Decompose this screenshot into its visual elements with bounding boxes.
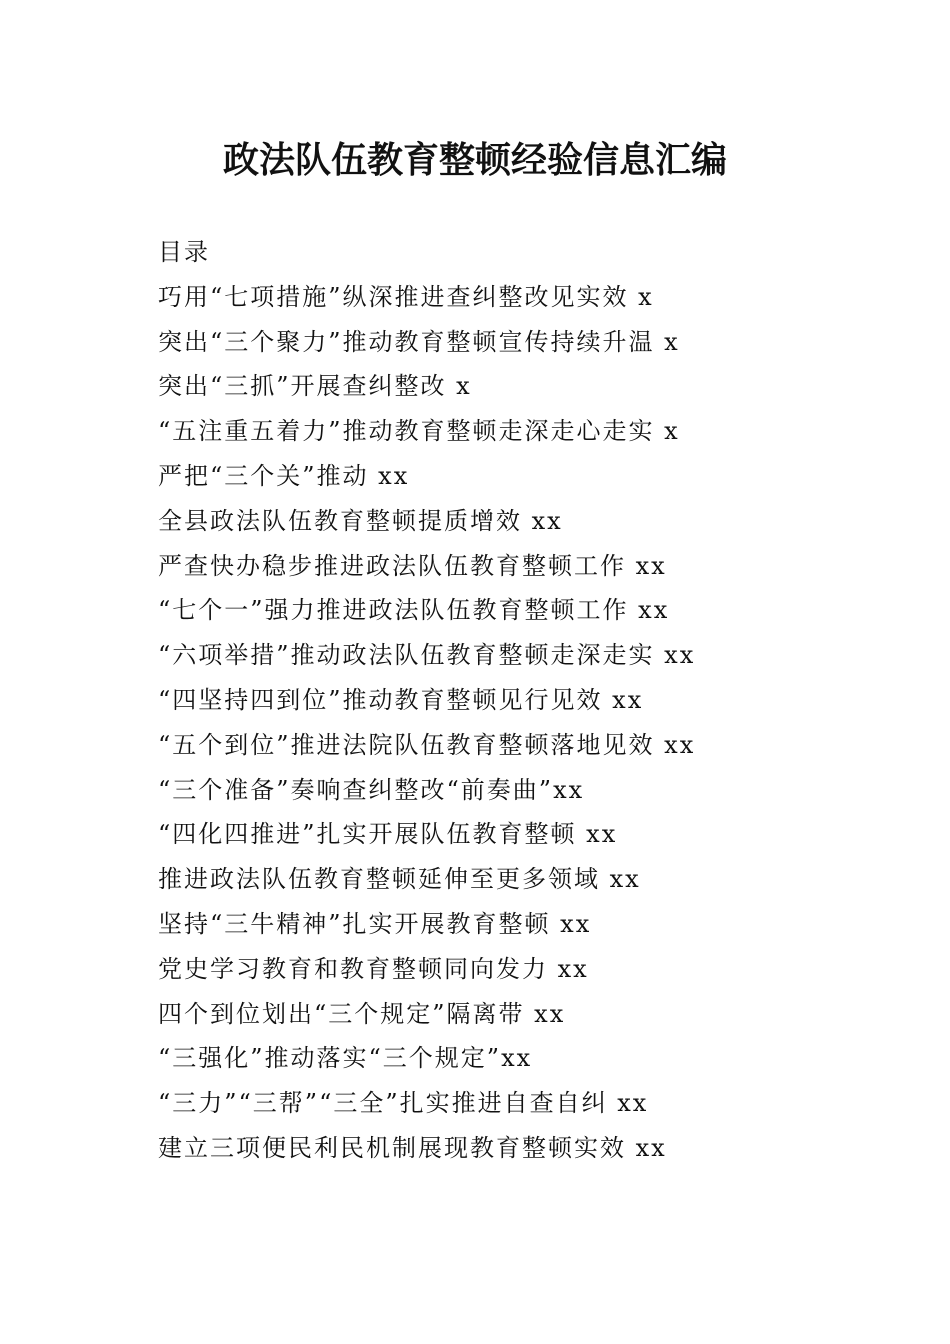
toc-item: “三强化”推动落实“三个规定”xx — [158, 1044, 533, 1073]
document-title: 政法队伍教育整顿经验信息汇编 — [222, 139, 727, 181]
toc-item: 严把“三个关”推动 xx — [158, 461, 410, 490]
toc-item: 突出“三抓”开展查纠整改 x — [158, 372, 472, 401]
toc-item: 突出“三个聚力”推动教育整顿宣传持续升温 x — [158, 327, 680, 356]
toc-item: “四化四推进”扎实开展队伍教育整顿 xx — [158, 820, 618, 849]
toc-item: 四个到位划出“三个规定”隔离带 xx — [158, 999, 566, 1028]
toc-item: “三个准备”奏响查纠整改“前奏曲”xx — [158, 775, 585, 804]
toc-item: “七个一”强力推进政法队伍教育整顿工作 xx — [158, 596, 670, 625]
toc-item: 建立三项便民利民机制展现教育整顿实效 xx — [158, 1133, 667, 1162]
toc-item: 党史学习教育和教育整顿同向发力 xx — [158, 954, 589, 983]
toc-item: 推进政法队伍教育整顿延伸至更多领域 xx — [158, 865, 641, 894]
toc-item: “三力”“三帮”“三全”扎实推进自查自纠 xx — [158, 1089, 649, 1118]
toc-item: 严查快办稳步推进政法队伍教育整顿工作 xx — [158, 551, 667, 580]
toc-item: 全县政法队伍教育整顿提质增效 xx — [158, 506, 563, 535]
toc-item: “四坚持四到位”推动教育整顿见行见效 xx — [158, 685, 644, 714]
table-of-contents — [158, 230, 858, 1171]
toc-heading: 目录 — [158, 238, 210, 266]
toc-item: “六项举措”推动政法队伍教育整顿走深走实 xx — [158, 641, 696, 670]
toc-item: 巧用“七项措施”纵深推进查纠整改见实效 x — [158, 282, 654, 311]
toc-item: 坚持“三牛精神”扎实开展教育整顿 xx — [158, 909, 592, 938]
toc-item: “五个到位”推进法院队伍教育整顿落地见效 xx — [158, 730, 696, 759]
toc-item: “五注重五着力”推动教育整顿走深走心走实 x — [158, 417, 680, 446]
